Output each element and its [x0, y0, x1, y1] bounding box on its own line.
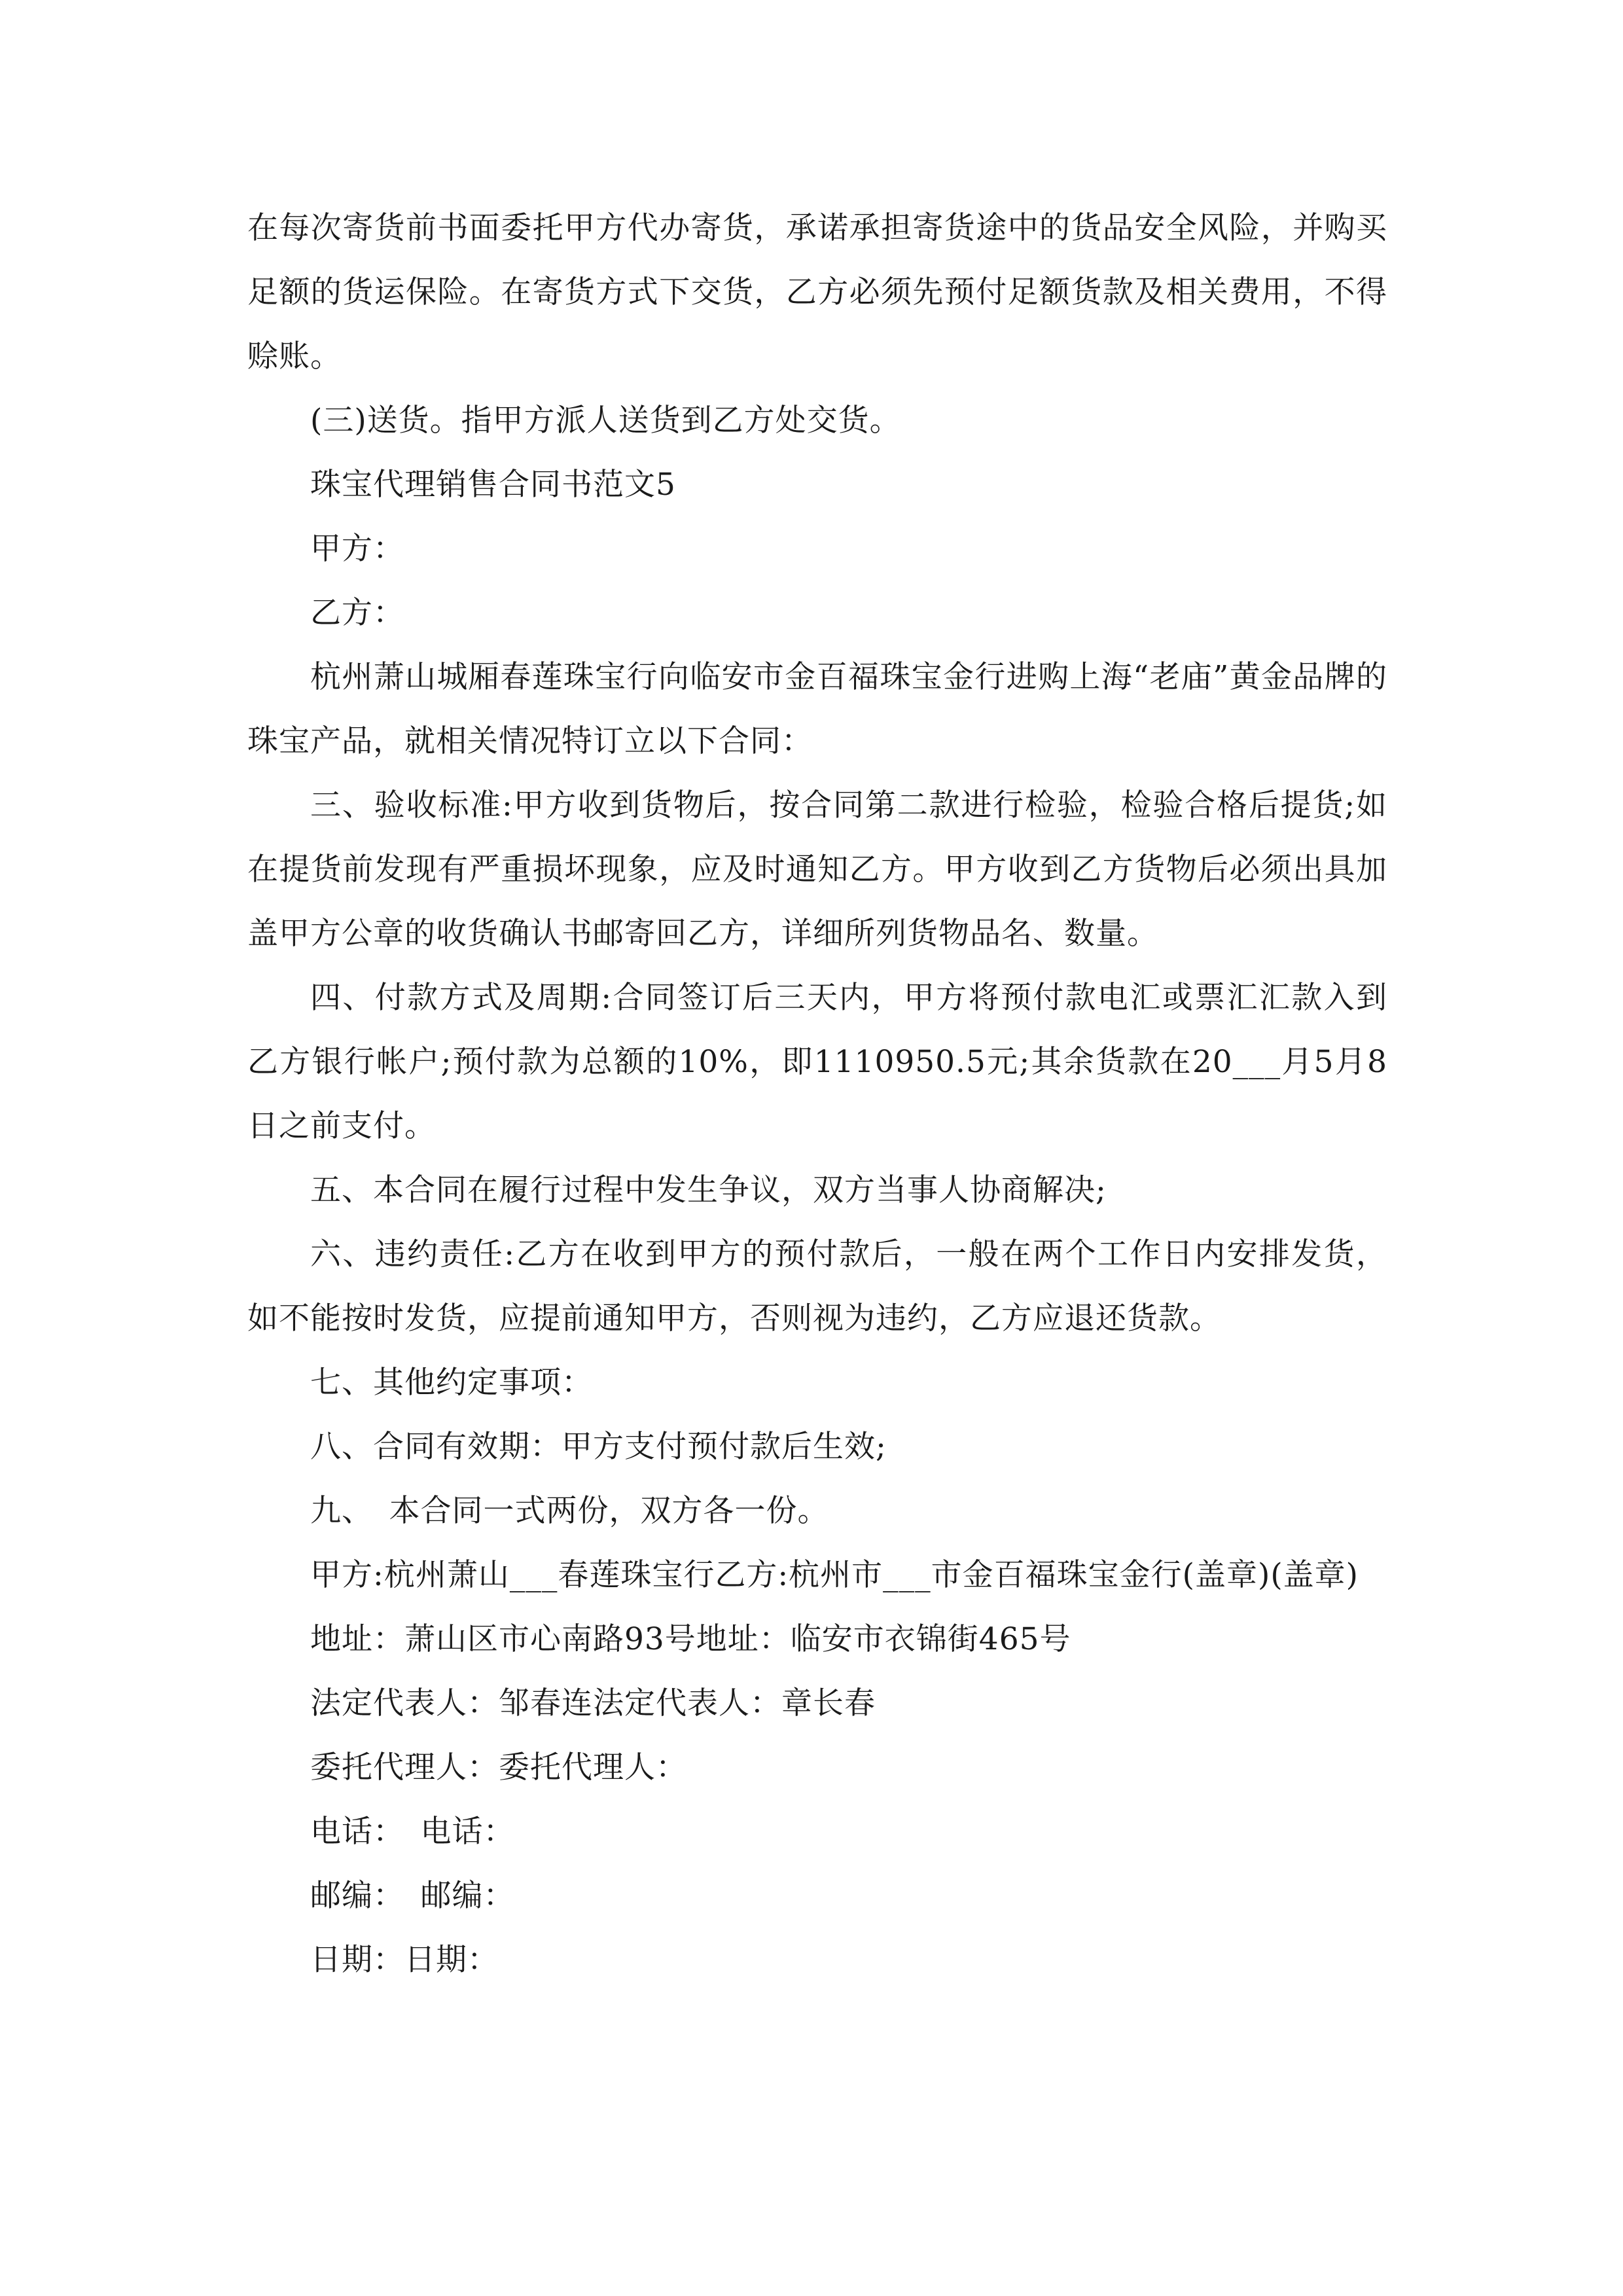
clause-other: 七、其他约定事项： — [310, 1365, 593, 1401]
signature-parties: 甲方:杭州萧山___春莲珠宝行乙方:杭州市___市金百福珠宝金行(盖章)(盖章) — [310, 1557, 1359, 1593]
clause-validity: 八、合同有效期：甲方支付预付款后生效; — [310, 1429, 887, 1465]
party-b-label: 乙方： — [310, 595, 404, 631]
signature-agent: 委托代理人：委托代理人： — [310, 1749, 687, 1785]
signature-date: 日期：日期： — [310, 1942, 499, 1978]
paragraph-delivery-clause: (三)送货。指甲方派人送货到乙方处交货。 — [310, 403, 901, 439]
signature-address: 地址：萧山区市心南路93号地址：临安市衣锦街465号 — [310, 1621, 1071, 1657]
paragraph-preamble: 杭州萧山城厢春莲珠宝行向临安市金百福珠宝金行进购上海“老庙”黄金品牌的珠宝产品，就相关情况特订立以下合同： — [247, 659, 1387, 759]
paragraph-continuation: 在每次寄货前书面委托甲方代办寄货，承诺承担寄货途中的货品安全风险，并购买足额的货运保险。在寄货方式下交货，乙方必须先预付足额货款及相关费用，不得赊账。 — [247, 210, 1387, 374]
signature-phone: 电话： 电话： — [310, 1814, 515, 1850]
signature-postcode: 邮编： 邮编： — [310, 1878, 515, 1914]
clause-inspection: 三、验收标准:甲方收到货物后，按合同第二款进行检验，检验合格后提货;如在提货前发现有严重损坏现象，应及时通知乙方。甲方收到乙方货物后必须出具加盖甲方公章的收货确认书邮寄回乙方，详细所列货物品名、数量。 — [247, 787, 1387, 952]
clause-copies: 九、 本合同一式两份，双方各一份。 — [310, 1493, 829, 1529]
clause-dispute: 五、本合同在履行过程中发生争议，双方当事人协商解决; — [310, 1172, 1107, 1208]
clause-liability: 六、违约责任:乙方在收到甲方的预付款后，一般在两个工作日内安排发货，如不能按时发货，应提前通知甲方，否则视为违约，乙方应退还货款。 — [247, 1236, 1387, 1336]
signature-legal-rep: 法定代表人：邹春连法定代表人：章长春 — [310, 1685, 876, 1721]
document-body — [247, 196, 1387, 1992]
party-a-label: 甲方： — [310, 531, 404, 567]
clause-payment: 四、付款方式及周期:合同签订后三天内，甲方将预付款电汇或票汇汇款入到乙方银行帐户;预付款为总额的10%，即1110950.5元;其余货款在20___月5月8日之前支付。 — [247, 980, 1387, 1144]
contract-title: 珠宝代理销售合同书范文5 — [310, 467, 676, 503]
